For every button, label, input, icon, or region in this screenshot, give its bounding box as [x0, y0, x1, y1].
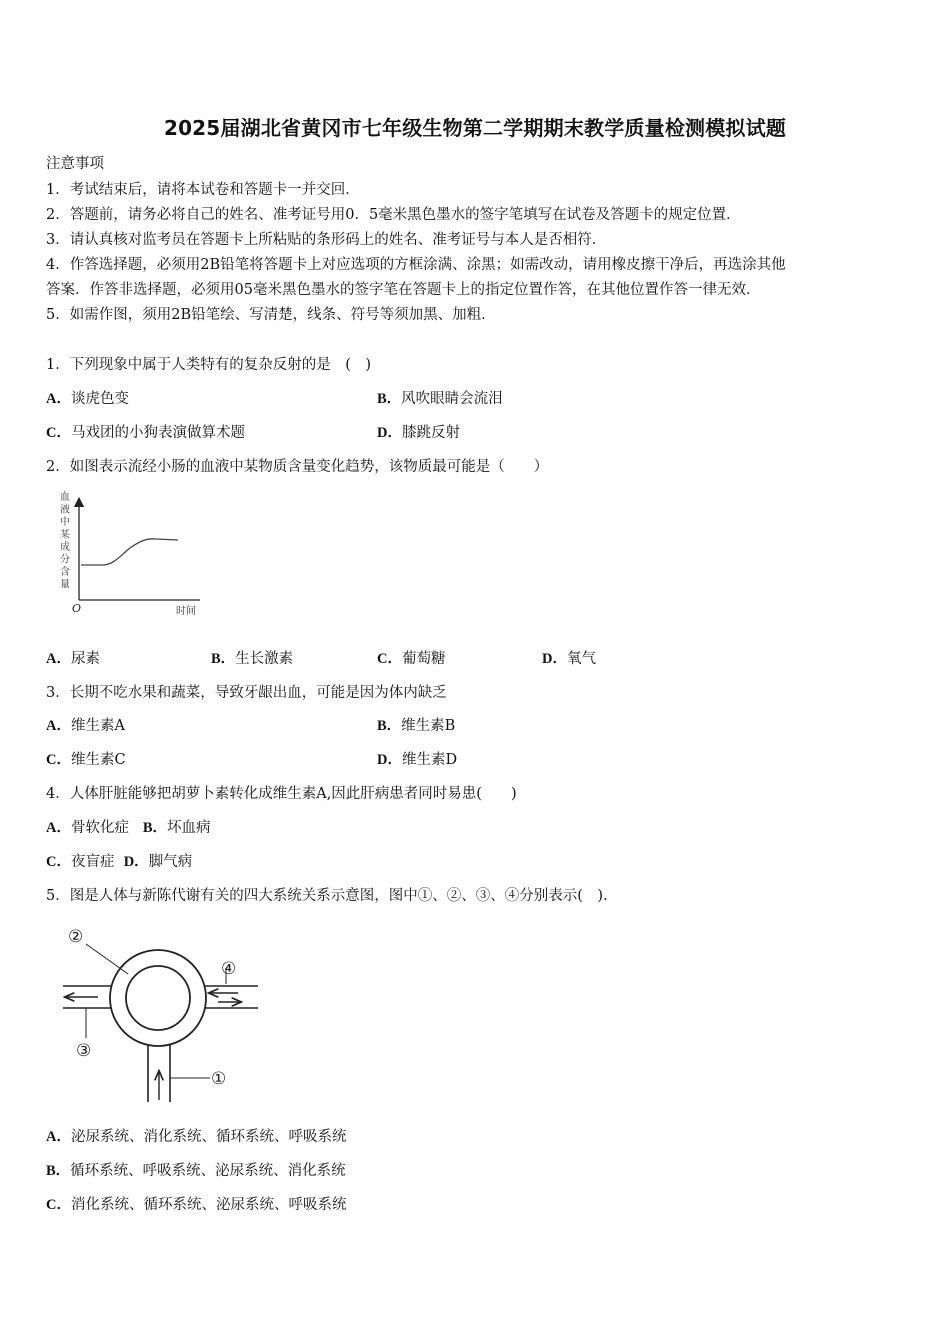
label-2: ② [68, 927, 84, 947]
y-axis-label-char: 分 [60, 554, 70, 566]
option-c: C．消化系统、循环系统、泌尿系统、呼吸系统 [46, 1197, 347, 1213]
question-stem: 3．长期不吃水果和蔬菜，导致牙龈出血，可能是因为体内缺乏 [46, 685, 447, 701]
notice-item: 2．答题前，请务必将自己的姓名、准考证号用0．5毫米黑色墨水的签字笔填写在试卷及答题卡的规定位置． [46, 207, 741, 223]
question-stem: 4．人体肝脏能够把胡萝卜素转化成维生素A,因此肝病患者同时易患( ) [46, 786, 517, 802]
label-3: ③ [76, 1041, 92, 1061]
option-c: C．葡萄糖 [377, 651, 446, 667]
origin-label: O [72, 602, 82, 615]
content-curve [81, 539, 178, 565]
option-a: A．维生素A [46, 718, 125, 734]
option-d: D．膝跳反射 [377, 425, 460, 441]
page-title: 2025届湖北省黄冈市七年级生物第二学期期末教学质量检测模拟试题 [163, 116, 787, 140]
notice-item: 3．请认真核对监考员在答题卡上所粘贴的条形码上的姓名、准考证号与本人是否相符． [46, 232, 607, 248]
notice-heading: 注意事项 [46, 156, 104, 172]
option-b: B．风吹眼睛会流泪 [377, 391, 503, 407]
y-axis-label-char: 成 [60, 542, 70, 553]
inner-ring [126, 966, 190, 1030]
notice-item: 5．如需作图，须用2B铅笔绘、写清楚，线条、符号等须加黑、加粗． [46, 307, 496, 323]
option-row: C．夜盲症 D．脚气病 [46, 854, 193, 870]
question-stem: 1．下列现象中属于人类特有的复杂反射的是 ( ) [46, 357, 372, 373]
y-axis-label-char: 某 [60, 529, 70, 541]
option-c: C．维生素C [46, 752, 126, 768]
blood-content-graph [52, 490, 212, 620]
y-axis-label-char: 血 [60, 492, 70, 503]
four-systems-diagram [58, 922, 258, 1112]
label-1: ① [211, 1069, 227, 1089]
option-c: C．马戏团的小狗表演做算术题 [46, 425, 245, 441]
question-stem: 5．图是人体与新陈代谢有关的四大系统关系示意图，图中①、②、③、④分别表示( ). [46, 888, 608, 904]
x-axis-label: 时间 [176, 606, 196, 617]
option-a: A．谈虎色变 [46, 391, 129, 407]
y-axis-label-char: 液 [60, 504, 70, 516]
notice-item: 1．考试结束后，请将本试卷和答题卡一并交回． [46, 182, 360, 198]
svg-text:血液中某成分含量 [60, 491, 70, 591]
option-d: D．氧气 [542, 651, 596, 667]
option-b: B．维生素B [377, 718, 456, 734]
option-b: B．循环系统、呼吸系统、泌尿系统、消化系统 [46, 1163, 346, 1179]
label-4: ④ [221, 959, 237, 979]
y-axis-label-char: 含 [60, 567, 70, 578]
option-a: A．泌尿系统、消化系统、循环系统、呼吸系统 [46, 1129, 347, 1145]
option-b: B．生长激素 [211, 651, 294, 667]
y-axis-label [60, 491, 70, 591]
option-row: A．骨软化症 B．坏血病 [46, 820, 211, 836]
option-a: A．尿素 [46, 651, 100, 667]
notice-item: 答案．作答非选择题，必须用05毫米黑色墨水的签字笔在答题卡上的指定位置作答，在其他位置作答一律无效． [46, 282, 761, 298]
notice-item: 4．作答选择题，必须用2B铅笔将答题卡上对应选项的方框涂满、涂黑；如需改动，请用橡皮擦干净后，再选涂其他 [46, 257, 786, 273]
y-axis-label-char: 中 [60, 517, 70, 528]
y-axis-label-char: 量 [60, 579, 70, 591]
option-d: D．维生素D [377, 752, 458, 768]
question-stem: 2．如图表示流经小肠的血液中某物质含量变化趋势，该物质最可能是（ ） [46, 459, 549, 475]
